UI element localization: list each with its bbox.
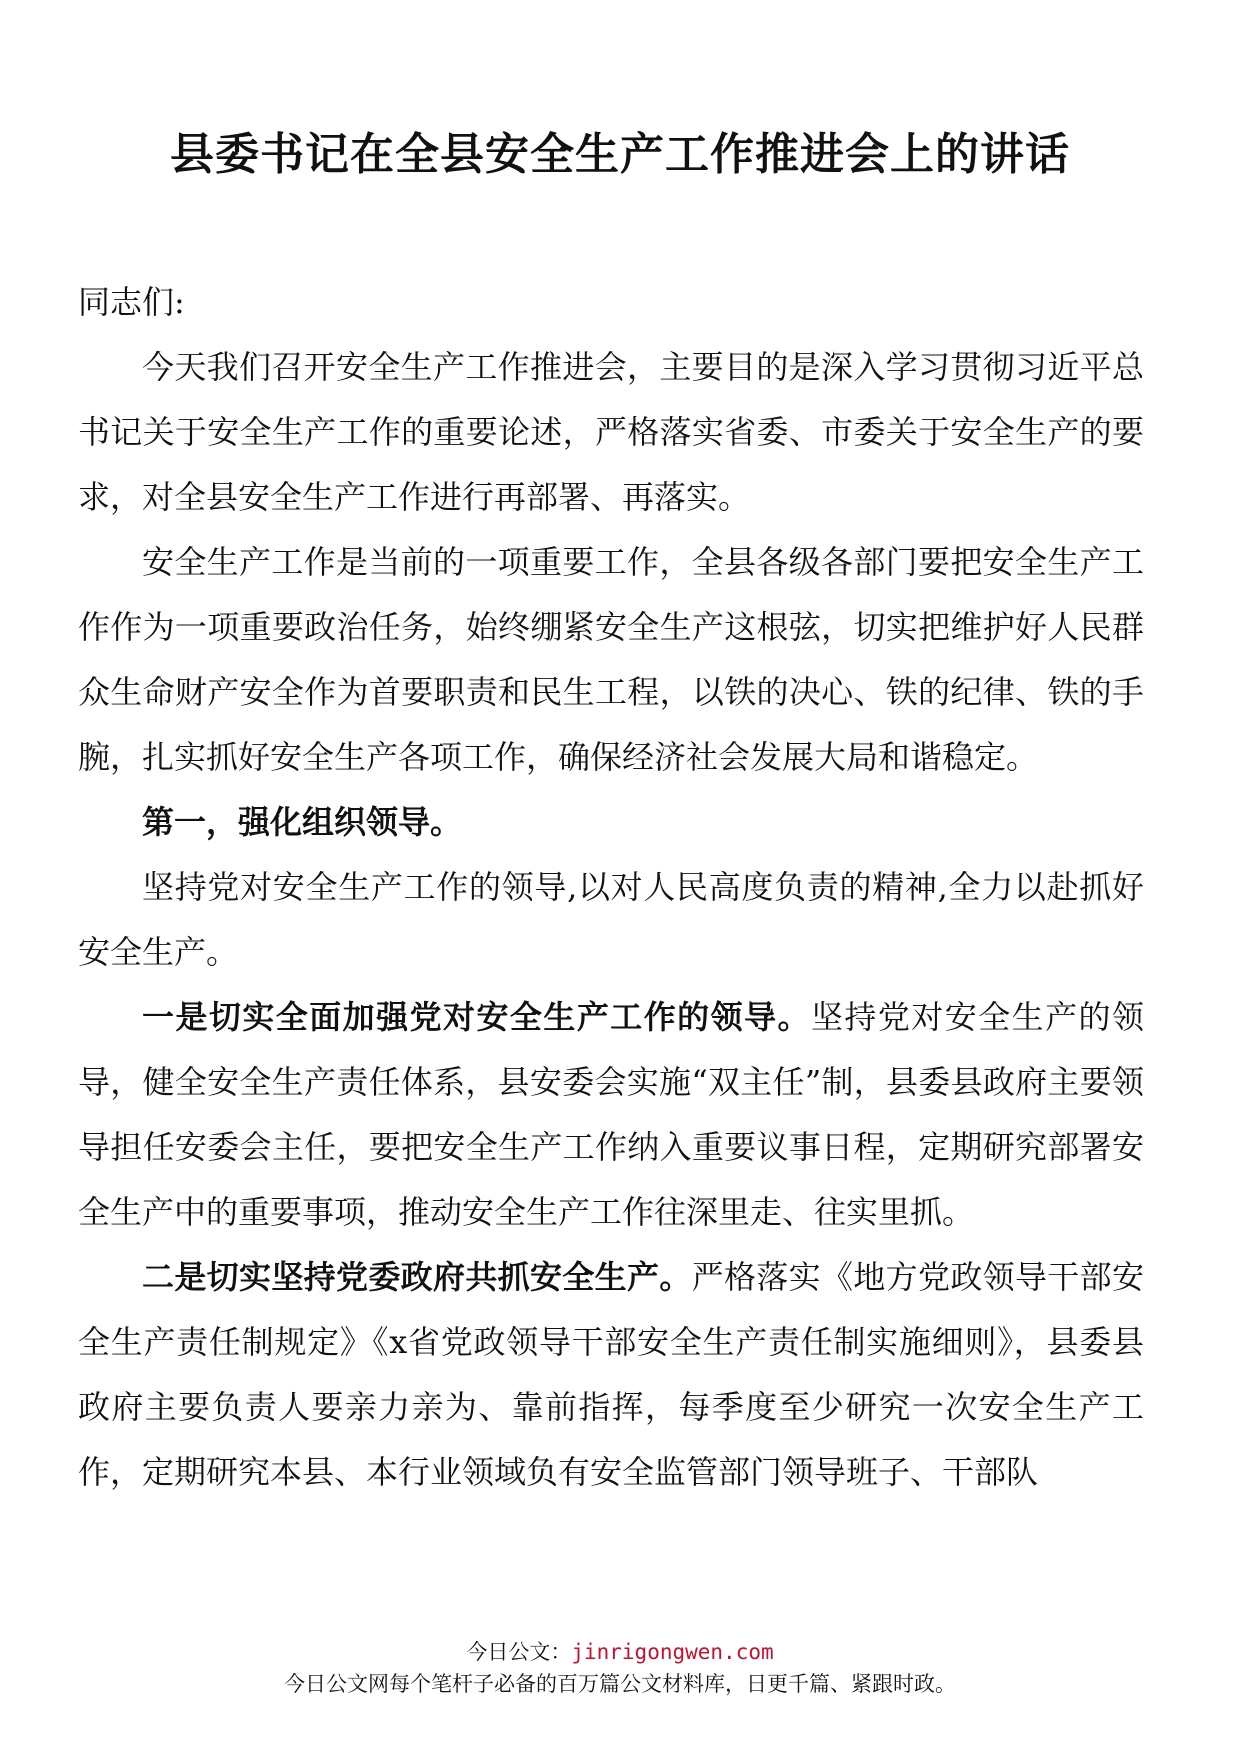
- footer-site-line: [0, 1636, 1240, 1668]
- point-2-body: 严格落实《地方党政领导干部安全生产责任制规定》《x省党政领导干部安全生产责任制实施细则》，县委县政府主要负责人要亲力亲为、靠前指挥，每季度至少研究一次安全生产工作，定期研究本县、本行业领域负有安全监管部门领导班子、干部队: [78, 1258, 1144, 1491]
- paragraph-leadership: 坚持党对安全生产工作的领导,以对人民高度负责的精神,全力以赴抓好安全生产。: [78, 868, 1144, 971]
- section-heading-1: 第一，强化组织领导。: [142, 803, 463, 841]
- document-title: 县委书记在全县安全生产工作推进会上的讲话: [170, 129, 1070, 180]
- paragraph-point-1: [78, 985, 1144, 1245]
- footer-site-link[interactable]: jinrigongwen.com: [571, 1640, 774, 1664]
- paragraph-point-2: [78, 1245, 1144, 1505]
- salutation: 同志们:: [78, 283, 185, 321]
- page-footer: [0, 1636, 1240, 1700]
- footer-slogan: 今日公文网每个笔杆子必备的百万篇公文材料库，日更千篇、紧跟时政。: [284, 1672, 956, 1696]
- paragraph-importance: 安全生产工作是当前的一项重要工作，全县各级各部门要把安全生产工作作为一项重要政治任务，始终绷紧安全生产这根弦，切实把维护好人民群众生命财产安全作为首要职责和民生工程，以铁的决心、铁的纪律、铁的手腕，扎实抓好安全生产各项工作，确保经济社会发展大局和谐稳定。: [78, 543, 1144, 776]
- footer-site-label: 今日公文：: [466, 1640, 572, 1664]
- document-body: [78, 270, 1144, 1505]
- paragraph-intro: 今天我们召开安全生产工作推进会，主要目的是深入学习贯彻习近平总书记关于安全生产工作的重要论述，严格落实省委、市委关于安全生产的要求，对全县安全生产工作进行再部署、再落实。: [78, 348, 1144, 516]
- point-1-lead: 一是切实全面加强党对安全生产工作的领导。: [142, 998, 811, 1036]
- point-2-lead: 二是切实坚持党委政府共抓安全生产。: [142, 1258, 692, 1296]
- point-1-body: 坚持党对安全生产的领导，健全安全生产责任体系，县安委会实施“双主任”制，县委县政府主要领导担任安委会主任，要把安全生产工作纳入重要议事日程，定期研究部署安全生产中的重要事项，推动安全生产工作往深里走、往实里抓。: [78, 998, 1144, 1231]
